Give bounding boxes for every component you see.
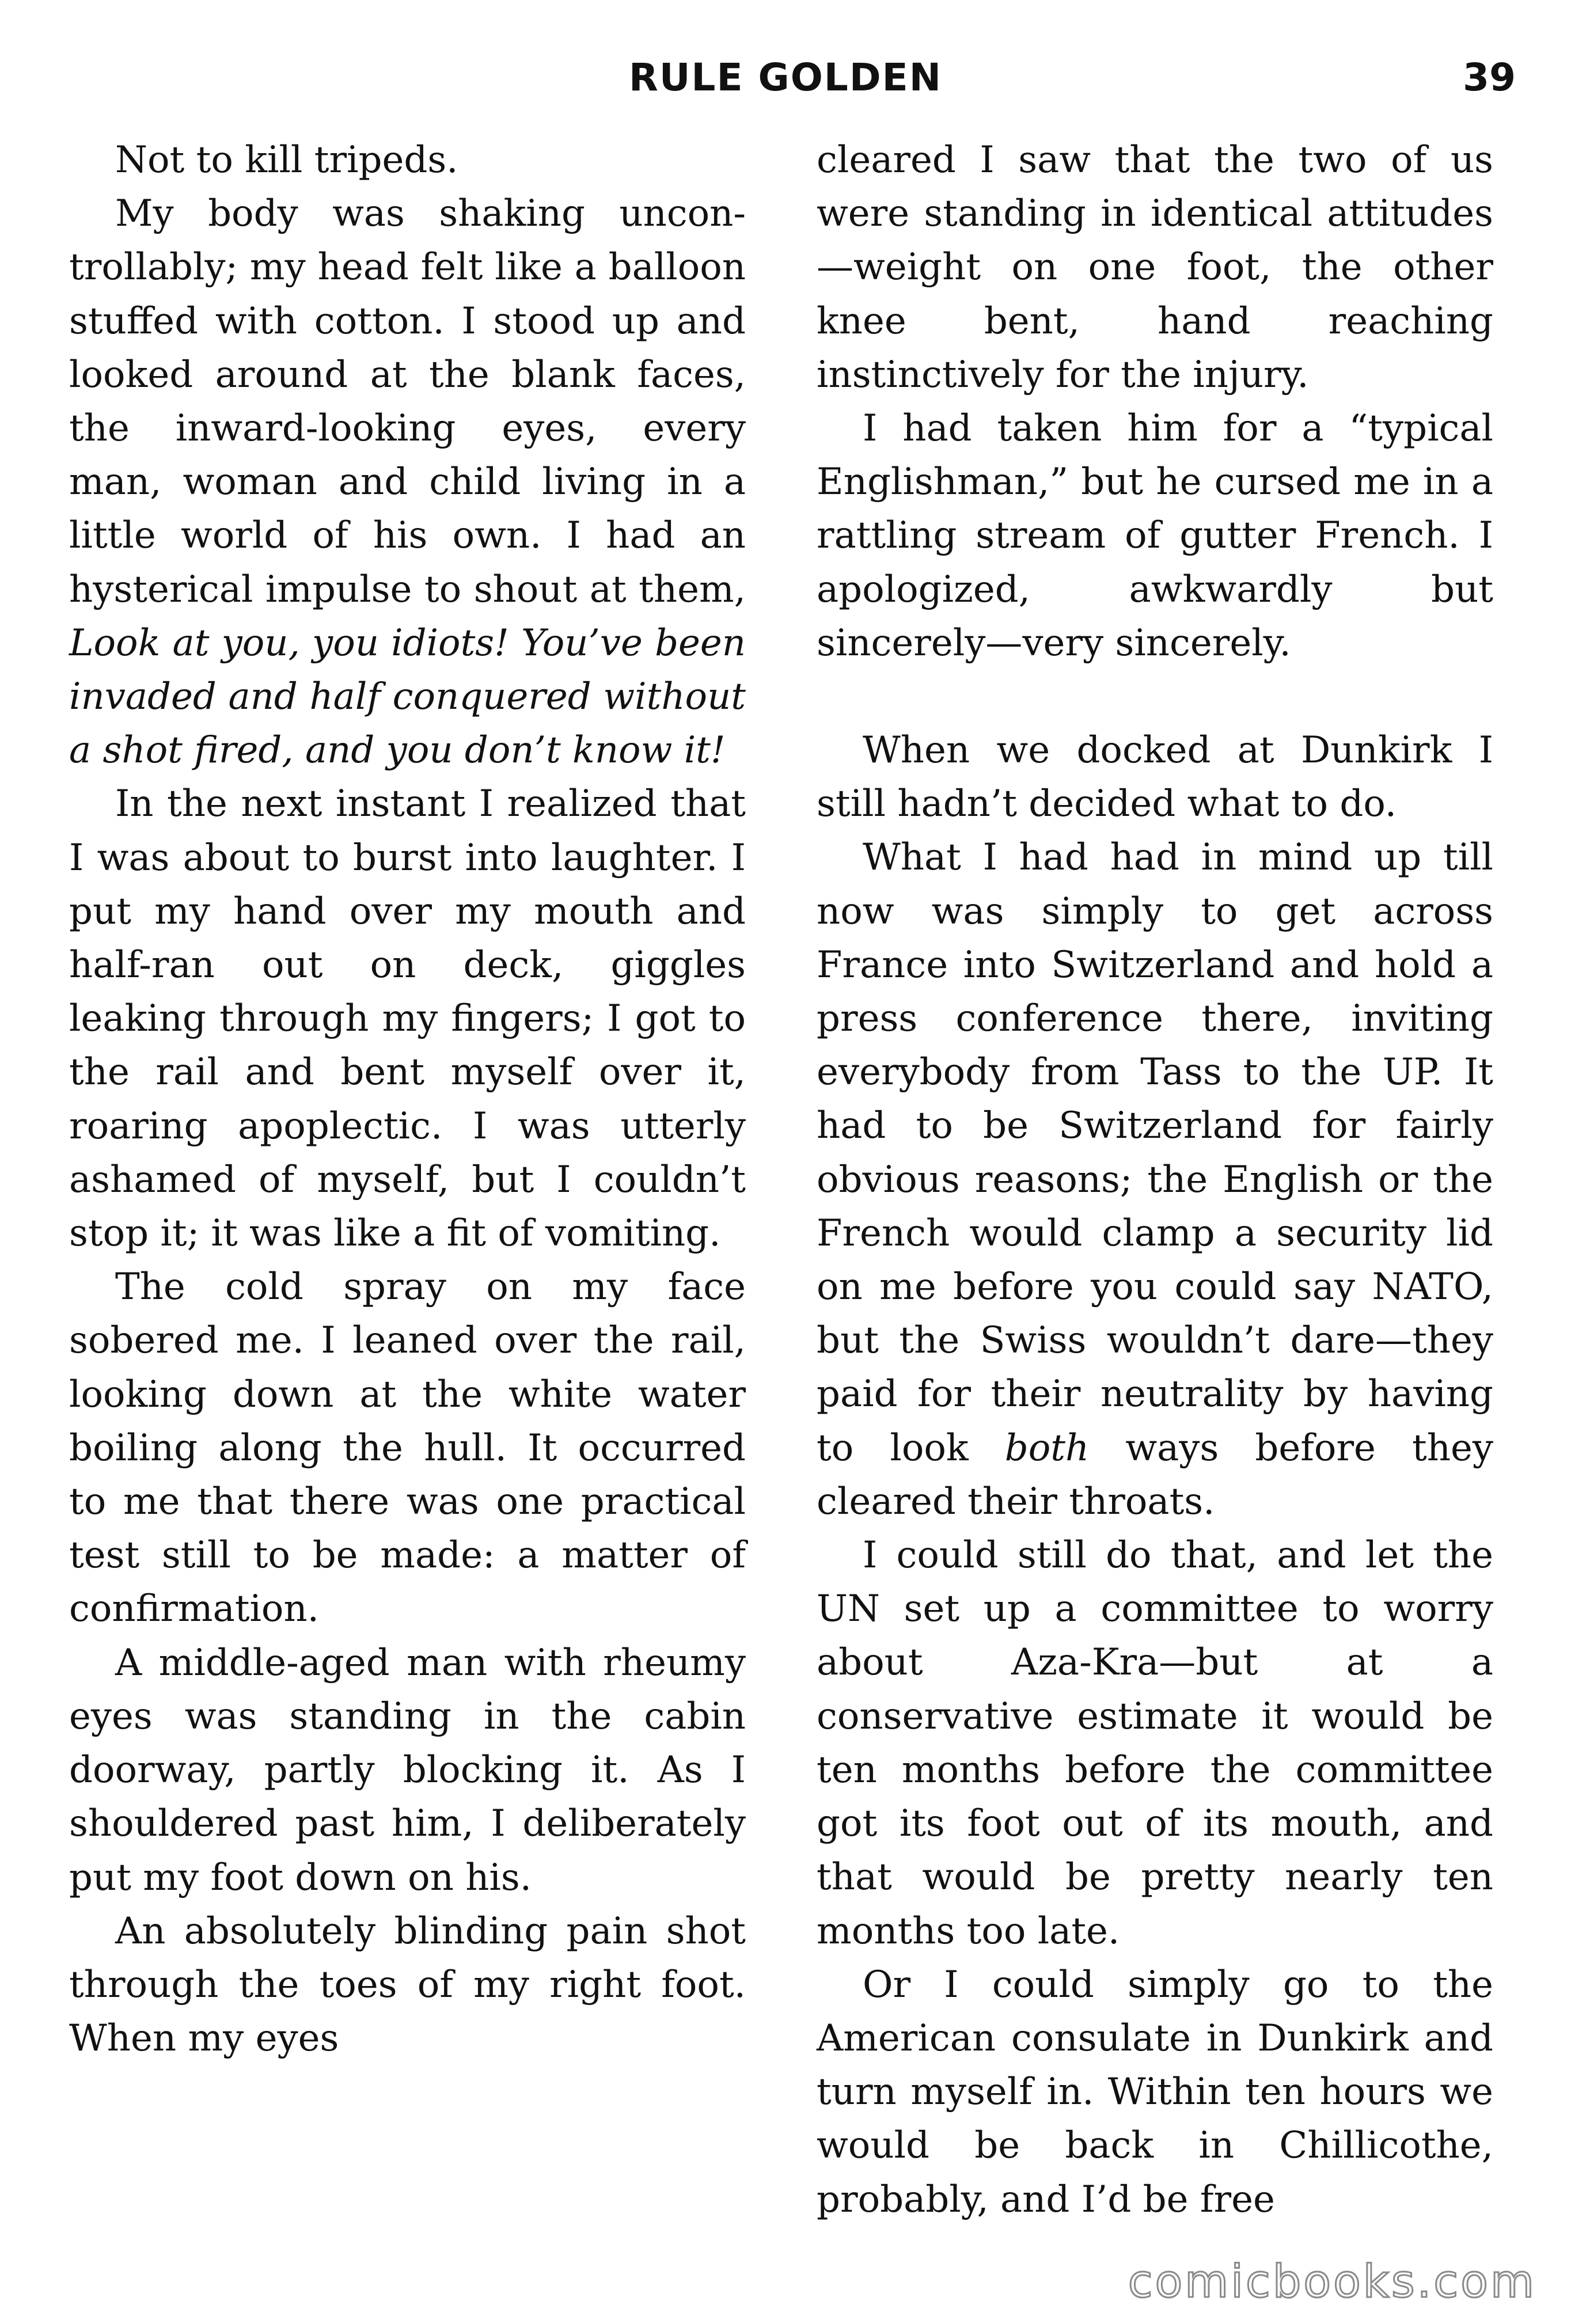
running-head — [0, 55, 1571, 119]
paragraph — [69, 187, 746, 777]
italic-text: both — [1004, 1426, 1090, 1469]
paragraph-continued: cleared I saw that the two of us were standing in identical attitudes—weight on one foot, the other knee bent, hand reaching instinctively for the injury. — [817, 139, 1493, 396]
italic-text: Look at you, you idiots! You’ve been invaded and half conquered without a shot fired, and you don’t know it! — [69, 621, 746, 772]
paragraph: Or I could simply go to the American consulate in Dunkirk and turn myself in. Within ten hours we would be back in Chillicothe, probably, and I’d be free — [817, 1963, 1493, 2221]
watermark-logo: comicbooks.com — [1128, 2256, 1536, 2308]
right-column — [817, 134, 1493, 2227]
paragraph-text: ways before they cleared their throats. — [817, 1426, 1494, 1523]
paragraph-text: My body was shaking uncontrollably; my head felt like a balloon stuffed with cotton. I stood up and looked around at the blank faces, the inward-looking eyes, every man, woman and child living in a little world of his own. I had an hysterical impulse to shout at them, — [69, 192, 746, 611]
paragraph: I could still do that, and let the UN set up a committee to worry about Aza-Kra—but at a conservative estimate it would be ten months before the committee got its foot out of its mouth, and that would be pretty nearly ten months too late. — [817, 1534, 1493, 1953]
left-column — [69, 134, 746, 2065]
paragraph: A middle-aged man with rheumy eyes was standing in the cabin doorway, partly blocking it. As I shouldered past him, I deliberately put my foot down on his. — [69, 1641, 746, 1899]
paragraph — [817, 831, 1493, 1529]
page-number: 39 — [1463, 55, 1516, 100]
paragraph: When we docked at Dunkirk I still hadn’t decided what to do. — [817, 729, 1493, 826]
paragraph: An absolutely blinding pain shot through the toes of my right foot. When my eyes — [69, 1909, 746, 2060]
paragraph: Not to kill tripeds. — [115, 139, 458, 181]
paragraph: The cold spray on my face sobered me. I leaned over the rail, looking down at the white water boiling along the hull. It occurred to me that there was one practical test still to be made: a matter of confirmation. — [69, 1266, 746, 1631]
running-title: RULE GOLDEN — [629, 55, 942, 100]
paragraph-text: What I had had in mind up till now was simply to get across France into Switzerland and hold a press conference there, inviting everybody from Tass to the UP. It had to be Switzerland for fairly obvious reasons; the English or the French would clamp a security lid on me before you could say NATO, but the Swiss wouldn’t dare—they paid for their neutrality by having to look — [817, 836, 1493, 1469]
paragraph: In the next instant I realized that I was about to burst into laughter. I put my hand over my mouth and half-ran out on deck, giggles leaking through my fingers; I got to the rail and bent myself over it, roaring apoplectic. I was utterly ashamed of myself, but I couldn’t stop it; it was like a fit of vomiting. — [69, 783, 746, 1255]
paragraph: I had taken him for a “typical Englishman,” but he cursed me in a rattling stream of gutter French. I apologized, awkwardly but sincerely—very sincerely. — [817, 407, 1493, 664]
